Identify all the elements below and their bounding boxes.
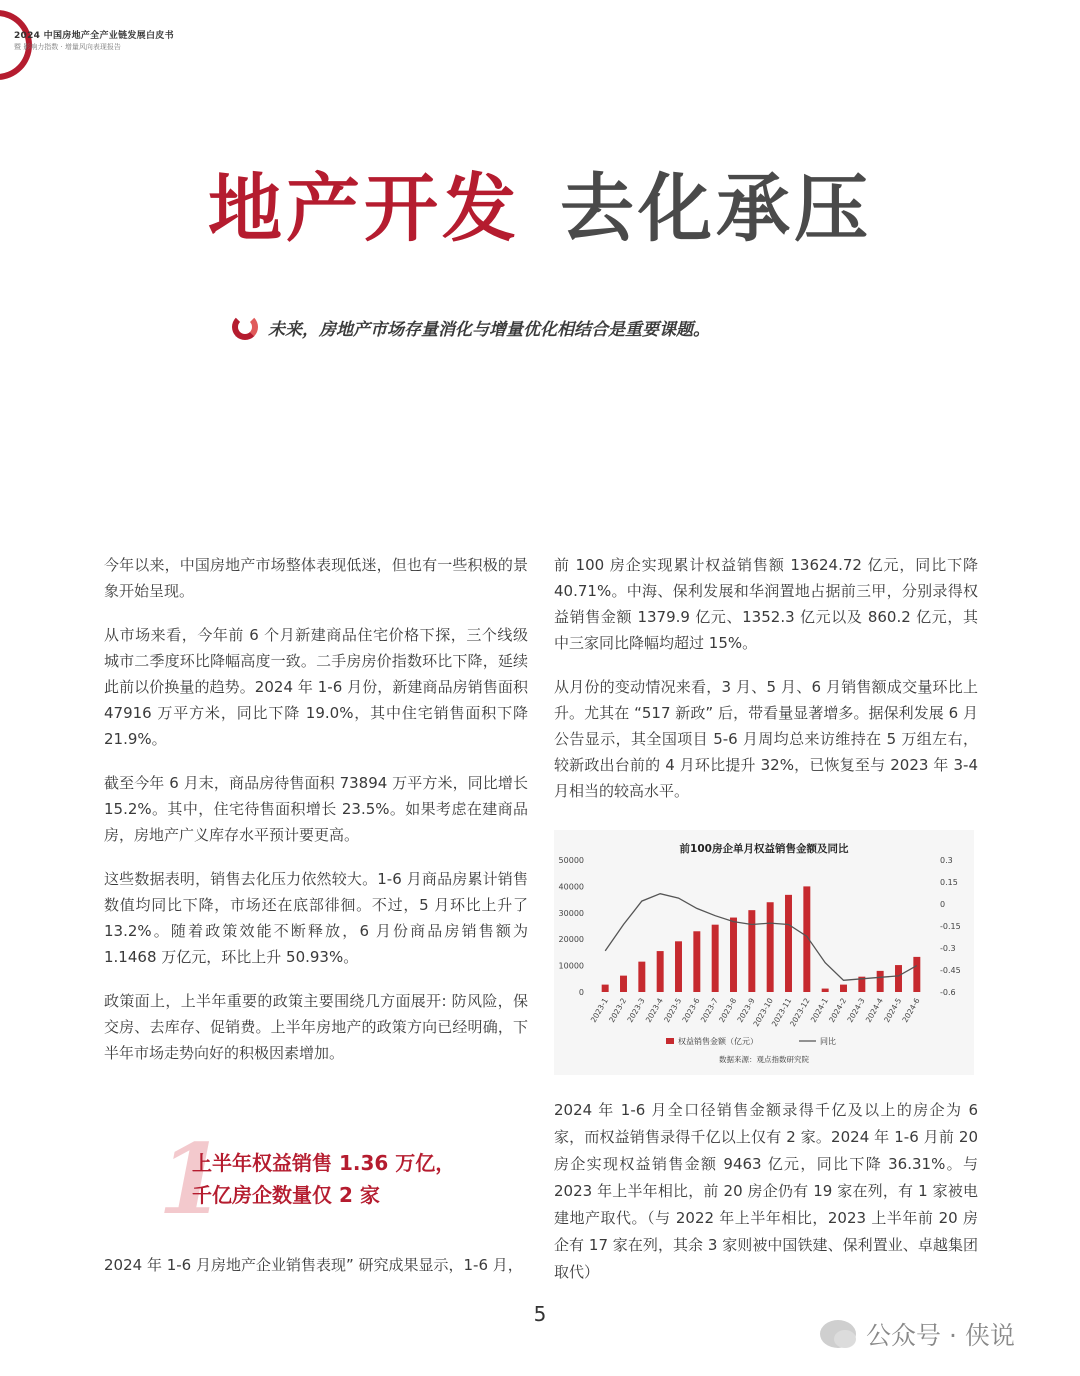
sales-chart (554, 830, 974, 1075)
chart-source: 数据来源：观点指数研究院 (719, 1055, 809, 1064)
y2-tick-label: 0 (940, 900, 946, 909)
watermark (820, 1316, 1015, 1352)
section-heading (192, 1147, 455, 1211)
y-tick-label: 20000 (558, 935, 584, 945)
x-tick-label: 2023-10 (751, 996, 775, 1029)
x-tick-label: 2024-5 (882, 996, 904, 1025)
bar (638, 962, 645, 992)
y2-tick-label: 0.15 (940, 878, 958, 887)
y2-tick-label: -0.15 (940, 922, 961, 931)
x-tick-label: 2023-4 (643, 996, 665, 1025)
bottom-left-text: 2024 年 1-6 月房地产企业销售表现” 研究成果显示，1-6 月， (104, 1256, 523, 1274)
bar (840, 985, 847, 992)
x-tick-label: 2023-2 (607, 996, 629, 1025)
bar (712, 925, 719, 992)
subtitle-text: 未来，房地产市场存量消化与增量优化相结合是重要课题。 (268, 319, 710, 340)
x-tick-label: 2024-3 (845, 996, 867, 1025)
x-tick-label: 2023-3 (625, 996, 647, 1025)
bar (895, 965, 902, 992)
section-number: 1 (158, 1123, 225, 1236)
bar (693, 931, 700, 992)
y-tick-label: 40000 (558, 882, 584, 892)
x-tick-label: 2023-11 (769, 996, 794, 1029)
x-tick-label: 2023-1 (588, 996, 610, 1025)
x-tick-label: 2024-2 (827, 996, 849, 1025)
right-paragraph: 从月份的变动情况来看，3 月、5 月、6 月销售额成交量环比上升。尤其在 “517 新政” 后，带看量显著增多。据保利发展 6 月公告显示，其全国项目 5-6 月周均总来访维持在 5 万组左右，较新政出台前的 4 月环比提升 32%，已恢复至与 2023 年 3-4 月相当的较高水平。 (554, 678, 978, 800)
bar (913, 957, 920, 992)
legend-line-label: 同比 (820, 1037, 836, 1046)
x-tick-label: 2023-7 (698, 996, 720, 1025)
watermark-text: 公众号 · 侠说 (866, 1321, 1015, 1350)
x-tick-label: 2024-4 (863, 996, 885, 1025)
page-number: 5 (533, 1302, 547, 1326)
title-part1: 地产开发 (208, 166, 520, 252)
y2-tick-label: 0.3 (940, 856, 953, 865)
bar (767, 902, 774, 992)
chart-title: 前100房企单月权益销售金额及同比 (679, 843, 849, 855)
right-bottom-text: 2024 年 1-6 月全口径销售金额录得千亿及以上的房企为 6 家，而权益销售录得千亿以上仅有 2 家。2024 年 1-6 月前 20 房企实现权益销售金额 9463 亿元，同比下降 36.31%。与 2023 年上半年相比，前 20 房企仍有 19 家在列，有 1 家被电建地产取代。（与 2022 年上半年相比，2023 上半年前 20 房企有 17 家在列，其余 3 家则被中国铁建、保利置业、卓越集团取代） (554, 1101, 978, 1281)
y-tick-label: 10000 (558, 961, 584, 971)
right-column (554, 552, 978, 822)
x-tick-label: 2024-6 (900, 996, 922, 1025)
x-tick-label: 2023-9 (735, 996, 757, 1025)
bar (877, 971, 884, 992)
title-part2: 去化承压 (560, 166, 872, 252)
left-paragraph: 政策面上，上半年重要的政策主要围绕几方面展开: 防风险，保交房、去库存、促销费。上半年房地产的政策方向已经明确，下半年市场走势向好的积极因素增加。 (104, 992, 528, 1062)
bar (620, 976, 627, 992)
report-subtitle: 暨 影响力指数 · 增量风向表现报告 (14, 43, 121, 51)
bar (657, 951, 664, 992)
y2-tick-label: -0.45 (940, 966, 961, 975)
x-tick-label: 2023-5 (662, 996, 684, 1025)
y-tick-label: 0 (578, 988, 584, 997)
report-title: 2024 中国房地产全产业链发展白皮书 (14, 31, 174, 41)
x-tick-label: 2023-6 (680, 996, 702, 1025)
x-tick-label: 2023-8 (717, 996, 739, 1025)
section-heading-line1: 上半年权益销售 1.36 万亿， (192, 1151, 456, 1175)
page-title (0, 150, 1080, 256)
yoy-line (605, 894, 917, 981)
swirl-icon (232, 314, 258, 340)
left-column (104, 552, 528, 1084)
y-tick-label: 30000 (558, 908, 584, 918)
bar (748, 910, 755, 992)
y-tick-label: 50000 (558, 856, 584, 865)
bar (822, 989, 829, 992)
x-tick-label: 2024-1 (808, 996, 830, 1025)
legend-bar-swatch (666, 1038, 674, 1044)
x-tick-label: 2023-12 (788, 996, 812, 1029)
left-paragraph: 今年以来，中国房地产市场整体表现低迷，但也有一些积极的景象开始呈现。 (104, 556, 528, 600)
right-paragraph: 前 100 房企实现累计权益销售额 13624.72 亿元，同比下降 40.71%。中海、保利发展和华润置地占据前三甲，分别录得权益销售金额 1379.9 亿元、1352.3 亿元以及 860.2 亿元，其中三家同比降幅均超过 15%。 (554, 556, 978, 652)
y2-tick-label: -0.6 (940, 988, 956, 997)
bar (785, 895, 792, 992)
bar (730, 918, 737, 992)
bar (675, 941, 682, 992)
y2-tick-label: -0.3 (940, 944, 956, 953)
left-paragraph: 截至今年 6 月末，商品房待售面积 73894 万平方米，同比增长 15.2%。其中，住宅待售面积增长 23.5%。如果考虑在建商品房，房地产广义库存水平预计要更高。 (104, 774, 528, 844)
section-heading-line2: 千亿房企数量仅 2 家 (192, 1183, 380, 1207)
left-paragraph: 这些数据表明，销售去化压力依然较大。1-6 月商品房累计销售数值均同比下降，市场还在底部徘徊。不过，5 月环比上升了 13.2%。随着政策效能不断释放，6 月份商品房销售额为 1.1468 万亿元，环比上升 50.93%。 (104, 870, 528, 966)
subtitle-block (232, 310, 710, 344)
bar (602, 985, 609, 992)
wechat-icon (820, 1320, 856, 1348)
legend-bar-label: 权益销售金额（亿元） (678, 1037, 758, 1046)
chart-container (554, 830, 974, 1075)
left-paragraph: 从市场来看，今年前 6 个月新建商品住宅价格下探，三个线级城市二季度环比降幅高度一致。二手房房价指数环比下降，延续此前以价换量的趋势。2024 年 1-6 月份，新建商品房销售面积 47916 万平方米，同比下降 19.0%，其中住宅销售面积下降 21.9%。 (104, 626, 528, 748)
